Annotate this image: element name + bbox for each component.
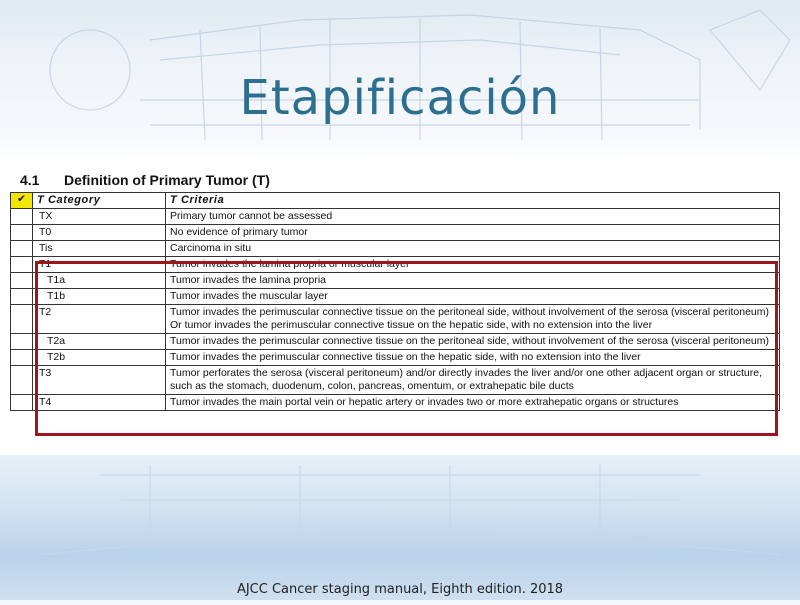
- t-category-cell: T2b: [33, 350, 166, 366]
- t-criteria-cell: [166, 305, 780, 334]
- blank-cell: [11, 395, 33, 411]
- blank-cell: [11, 225, 33, 241]
- table-row: [11, 350, 780, 366]
- table-row: [11, 305, 780, 334]
- t-criteria-text: Tumor invades the perimuscular connective tissue on the peritoneal side, without involvement of the serosa (visceral peritoneum): [170, 306, 769, 318]
- t-criteria-cell: Tumor invades the lamina propria or muscular layer: [166, 257, 780, 273]
- table-row: [11, 209, 780, 225]
- t-category-cell: T2a: [33, 334, 166, 350]
- t-criteria-text-extra: Or tumor invades the perimuscular connective tissue on the hepatic side, with no extension into the liver: [170, 319, 653, 331]
- table-row: [11, 289, 780, 305]
- t-criteria-cell: Primary tumor cannot be assessed: [166, 209, 780, 225]
- section-number: 4.1: [20, 172, 40, 188]
- citation: AJCC Cancer staging manual, Eighth edition. 2018: [236, 582, 564, 597]
- table-row: [11, 241, 780, 257]
- table-row: [11, 334, 780, 350]
- table-header-row: [11, 193, 780, 209]
- blank-cell: [11, 273, 33, 289]
- t-criteria-cell: Tumor invades the main portal vein or hepatic artery or invades two or more extrahepatic organs or structures: [166, 395, 780, 411]
- blank-cell: [11, 350, 33, 366]
- blank-cell: [11, 257, 33, 273]
- table-row: [11, 225, 780, 241]
- t-category-cell: Tis: [33, 241, 166, 257]
- t-category-cell: T1a: [33, 273, 166, 289]
- t-category-cell: T4: [33, 395, 166, 411]
- t-criteria-cell: No evidence of primary tumor: [166, 225, 780, 241]
- blank-cell: [11, 241, 33, 257]
- section-title: Definition of Primary Tumor (T): [64, 172, 270, 188]
- table-row: [11, 395, 780, 411]
- column-header-category: T Category: [33, 193, 166, 209]
- blank-cell: [11, 209, 33, 225]
- footer-sketch: [0, 455, 800, 600]
- t-criteria-cell: Tumor invades the muscular layer: [166, 289, 780, 305]
- section-heading: [20, 172, 270, 188]
- table-row: [11, 366, 780, 395]
- slide-title: Etapificación: [239, 70, 561, 126]
- blank-cell: [11, 366, 33, 395]
- footer-background: [0, 455, 800, 600]
- t-category-cell: T3: [33, 366, 166, 395]
- check-icon: ✔: [11, 193, 33, 209]
- t-category-cell: T2: [33, 305, 166, 334]
- t-criteria-cell: Carcinoma in situ: [166, 241, 780, 257]
- blank-cell: [11, 305, 33, 334]
- table-row: [11, 273, 780, 289]
- t-category-cell: T1: [33, 257, 166, 273]
- blank-cell: [11, 334, 33, 350]
- table-row: [11, 257, 780, 273]
- column-header-criteria: T Criteria: [166, 193, 780, 209]
- t-category-cell: TX: [33, 209, 166, 225]
- t-criteria-cell: Tumor invades the perimuscular connective tissue on the peritoneal side, without involvement of the serosa (visceral peritoneum): [166, 334, 780, 350]
- t-staging-table: [10, 192, 780, 411]
- t-category-cell: T0: [33, 225, 166, 241]
- t-criteria-cell: Tumor invades the lamina propria: [166, 273, 780, 289]
- blank-cell: [11, 289, 33, 305]
- t-criteria-cell: Tumor invades the perimuscular connective tissue on the hepatic side, with no extension into the liver: [166, 350, 780, 366]
- t-criteria-cell: Tumor perforates the serosa (visceral peritoneum) and/or directly invades the liver and/or one other adjacent organ or structure, such as the stomach, duodenum, colon, pancreas, omentum, or extrahepatic bile ducts: [166, 366, 780, 395]
- t-category-cell: T1b: [33, 289, 166, 305]
